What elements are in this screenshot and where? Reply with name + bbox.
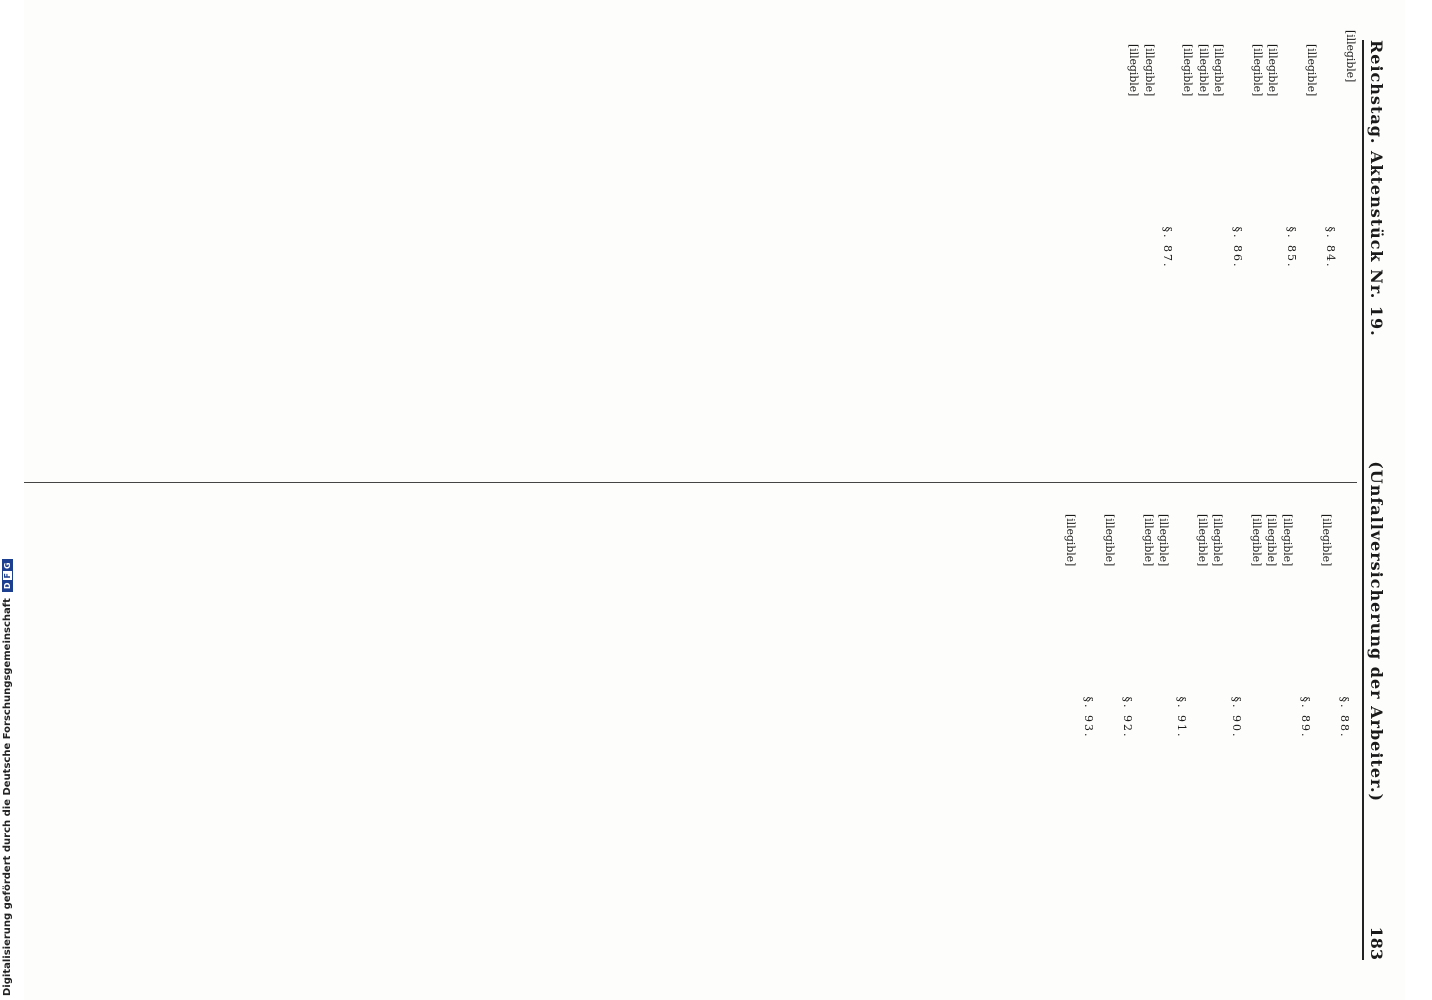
paragraph: [illegible] (1265, 514, 1279, 567)
section-heading: §. 89. (1299, 696, 1313, 739)
paragraph: [illegible] (1250, 44, 1264, 97)
paragraph: [illegible] (1211, 514, 1225, 567)
running-head-left: Reichstag. Aktenstück Nr. 19. (1367, 40, 1386, 337)
section-heading: §. 92. (1121, 696, 1135, 739)
paragraph: [illegible] (1063, 514, 1077, 567)
section-heading: §. 87. (1160, 226, 1174, 269)
paragraph: [illegible] (1319, 514, 1333, 567)
section-heading: §. 85. (1284, 226, 1298, 269)
left-column (8, 30, 1357, 465)
running-head (1362, 40, 1397, 960)
section-heading: §. 88. (1338, 696, 1351, 739)
paragraph: [illegible] (1212, 44, 1226, 97)
paragraph: [illegible] (1141, 514, 1155, 567)
paragraph: [illegible] (1142, 44, 1156, 97)
paragraph: [illegible] (1195, 514, 1209, 567)
paragraph: [illegible] (1266, 44, 1280, 97)
section-heading: §. 84. (1323, 226, 1337, 269)
paragraph: [illegible] (1196, 44, 1210, 97)
paragraph: [illegible] (1156, 514, 1170, 567)
paragraph: [illegible] (1127, 44, 1141, 97)
section-heading: §. 86. (1230, 226, 1244, 269)
paragraph: [illegible] (1249, 514, 1263, 567)
running-head-center: (Unfallversicherung der Arbeiter.) (1367, 461, 1386, 803)
section-heading: §. 91. (1175, 696, 1189, 739)
right-column (8, 500, 1357, 935)
column-divider (8, 482, 1357, 483)
paragraph: [illegible] (1344, 30, 1357, 83)
paragraph: [illegible] (1280, 514, 1294, 567)
page-number: 183 (1367, 926, 1386, 960)
section-heading: §. 90. (1229, 696, 1243, 739)
paragraph: [illegible] (1181, 44, 1195, 97)
digitization-footer (0, 0, 24, 1000)
paragraph: [illegible] (1305, 44, 1319, 97)
section-heading: §. 93. (1082, 696, 1096, 739)
footer-text: Digitalisierung gefördert durch die Deutsche Forschungsgemeinschaft (2, 598, 13, 996)
paragraph: [illegible] (1102, 514, 1116, 567)
dfg-logo: D F G (2, 559, 13, 592)
